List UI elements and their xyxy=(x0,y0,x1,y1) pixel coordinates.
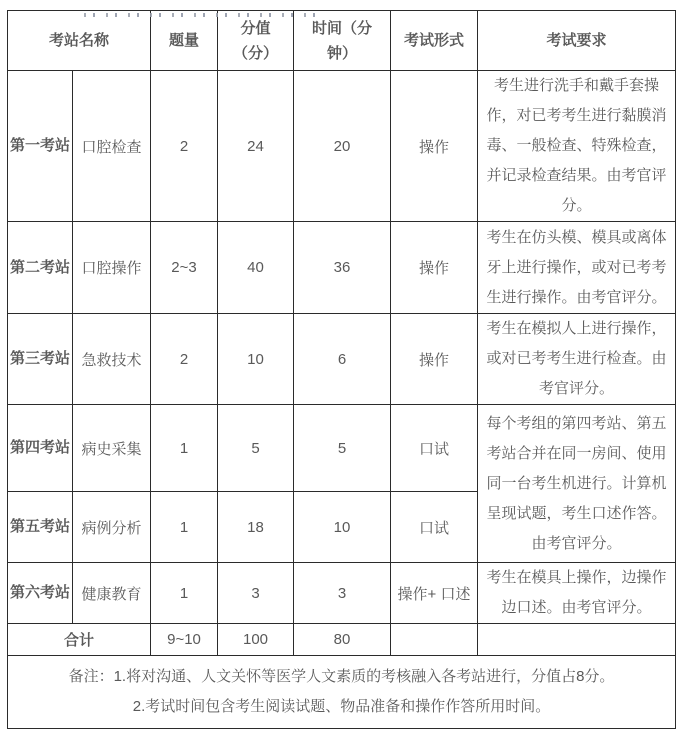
header-requirement: 考试要求 xyxy=(478,11,676,71)
total-quantity-cell: 9~10 xyxy=(151,624,218,656)
table-row-station-3 xyxy=(8,314,676,405)
time-cell: 36 xyxy=(294,222,391,314)
header-time-line1: 时间（分 xyxy=(312,19,373,37)
notes-cell xyxy=(8,656,676,729)
score-cell: 5 xyxy=(218,405,294,492)
header-time-line2: 钟） xyxy=(327,44,358,62)
total-label-cell: 合计 xyxy=(8,624,151,656)
station-cell: 第四考站 xyxy=(8,405,73,492)
requirement-cell: 考生进行洗手和戴手套操作，对已考考生进行黏膜消毒、一般检查、特殊检查，并记录检查结果。由考官评分。 xyxy=(478,71,676,222)
header-score-line1: 分值 xyxy=(240,19,271,37)
quantity-cell: 2 xyxy=(151,314,218,405)
header-station-name: 考站名称 xyxy=(8,11,151,71)
name-cell: 急救技术 xyxy=(73,314,151,405)
time-cell: 6 xyxy=(294,314,391,405)
requirement-cell: 考生在仿头模、模具或离体牙上进行操作，或对已考考生进行操作。由考官评分。 xyxy=(478,222,676,314)
quantity-cell: 1 xyxy=(151,563,218,624)
header-score-line2: （分） xyxy=(233,44,279,62)
station-cell: 第一考站 xyxy=(8,71,73,222)
format-cell: 操作 xyxy=(391,71,478,222)
time-cell: 5 xyxy=(294,405,391,492)
quantity-cell: 1 xyxy=(151,492,218,563)
table-header-row xyxy=(8,11,676,71)
exam-stations-table xyxy=(7,10,676,729)
format-cell: 操作 xyxy=(391,314,478,405)
requirement-cell: 考生在模拟人上进行操作，或对已考考生进行检查。由考官评分。 xyxy=(478,314,676,405)
station-cell: 第六考站 xyxy=(8,563,73,624)
table-row-station-4 xyxy=(8,405,676,492)
time-cell: 3 xyxy=(294,563,391,624)
score-cell: 3 xyxy=(218,563,294,624)
quantity-cell: 2 xyxy=(151,71,218,222)
requirement-cell-merged: 每个考组的第四考站、第五考站合并在同一房间、使用同一台考生机进行。计算机呈现试题，考生口述作答。由考官评分。 xyxy=(478,405,676,563)
total-requirement-cell-empty xyxy=(478,624,676,656)
clipped-text-fragment xyxy=(84,13,316,17)
table-row-station-1 xyxy=(8,71,676,222)
table-notes-row xyxy=(8,656,676,729)
name-cell: 健康教育 xyxy=(73,563,151,624)
requirement-cell: 考生在模具上操作，边操作边口述。由考官评分。 xyxy=(478,563,676,624)
score-cell: 10 xyxy=(218,314,294,405)
table-total-row xyxy=(8,624,676,656)
total-format-cell-empty xyxy=(391,624,478,656)
format-cell: 操作+ 口述 xyxy=(391,563,478,624)
station-cell: 第五考站 xyxy=(8,492,73,563)
format-cell: 口试 xyxy=(391,405,478,492)
quantity-cell: 2~3 xyxy=(151,222,218,314)
header-quantity: 题量 xyxy=(151,11,218,71)
name-cell: 病例分析 xyxy=(73,492,151,563)
quantity-cell: 1 xyxy=(151,405,218,492)
time-cell: 10 xyxy=(294,492,391,563)
score-cell: 24 xyxy=(218,71,294,222)
time-cell: 20 xyxy=(294,71,391,222)
score-cell: 40 xyxy=(218,222,294,314)
station-cell: 第二考站 xyxy=(8,222,73,314)
format-cell: 口试 xyxy=(391,492,478,563)
header-time xyxy=(294,11,391,71)
total-time-cell: 80 xyxy=(294,624,391,656)
table-row-station-6 xyxy=(8,563,676,624)
note-line-1: 备注：1.将对沟通、人文关怀等医学人文素质的考核融入各考站进行，分值占8分。 xyxy=(68,668,615,685)
score-cell: 18 xyxy=(218,492,294,563)
station-cell: 第三考站 xyxy=(8,314,73,405)
format-cell: 操作 xyxy=(391,222,478,314)
total-score-cell: 100 xyxy=(218,624,294,656)
note-line-2: 2.考试时间包含考生阅读试题、物品准备和操作作答所用时间。 xyxy=(132,698,551,715)
name-cell: 病史采集 xyxy=(73,405,151,492)
header-format: 考试形式 xyxy=(391,11,478,71)
header-score xyxy=(218,11,294,71)
table-row-station-2 xyxy=(8,222,676,314)
name-cell: 口腔检查 xyxy=(73,71,151,222)
name-cell: 口腔操作 xyxy=(73,222,151,314)
